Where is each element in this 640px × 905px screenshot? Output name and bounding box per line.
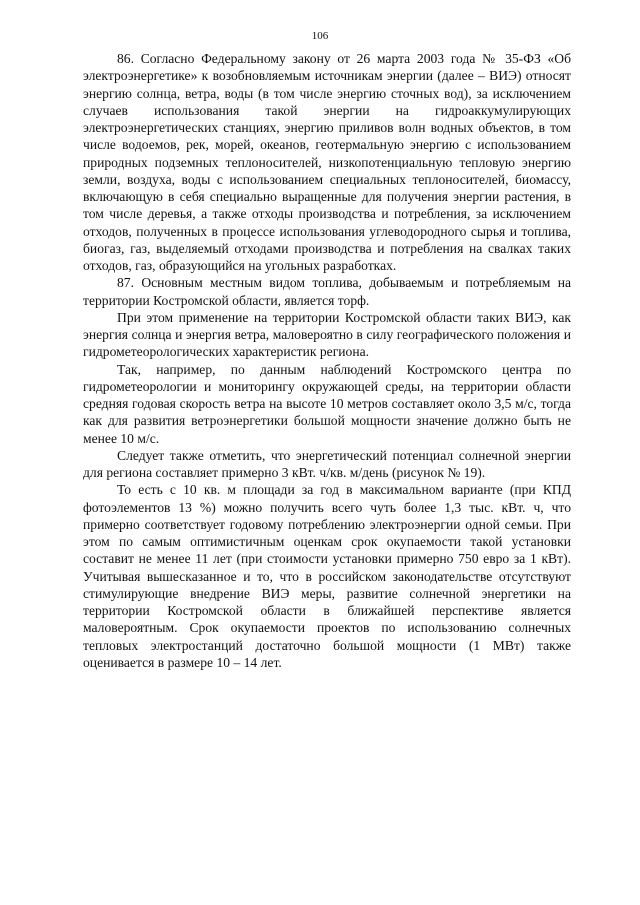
paragraph-payback: То есть с 10 кв. м площади за год в максимальном варианте (при КПД фотоэлементов 13 %) можно получить всего чуть более 1,3 тыс. кВт. ч, что примерно соответствует годовому потреблению электроэнергии одной семьи. При этом по самым оптимистичным оценкам срок окупаемости такой установки составит не менее 11 лет (при стоимости установки примерно 750 евро за 1 кВт). Учитывая вышесказанное и то, что в российском законодательстве отсутствуют стимулирующие внедрение ВИЭ меры, развитие солнечной энергетики на территории Костромской области в ближайшей перспективе является маловероятным. Срок окупаемости проектов по использованию солнечных тепловых электростанций достаточно большой мощности (1 МВт) также оценивается в размере 10 – 14 лет. <box>83 482 571 670</box>
paragraph-87: 87. Основным местным видом топлива, добываемым и потребляемым на территории Костромской области, является торф. <box>83 275 571 308</box>
paragraph-86: 86. Согласно Федеральному закону от 26 марта 2003 года № 35-ФЗ «Об электроэнергетике» к возобновляемым источникам энергии (далее – ВИЭ) относят энергию солнца, ветра, воды (в том числе энергию сточных вод), за исключением случаев использования такой энергии на гидроаккумулирующих электроэнергетических станциях, энергию приливов волн водных объектов, в том числе водоемов, рек, морей, океанов, геотермальную энергию с использованием природных подземных теплоносителей, низкопотенциальную тепловую энергию земли, воздуха, воды с использованием специальных теплоносителей, биомассу, включающую в себя специально выращенные для получения энергии растения, в том числе деревья, а также отходы производства и потребления, за исключением отходов, полученных в процессе использования углеводородного сырья и топлива, биогаз, газ, выделяемый отходами производства и потребления на свалках таких отходов, газ, образующийся на угольных разработках. <box>83 51 571 273</box>
document-body <box>83 50 571 671</box>
paragraph-renewables-unlikely: При этом применение на территории Костромской области таких ВИЭ, как энергия солнца и энергия ветра, маловероятно в силу географического положения и гидрометеорологических характеристик региона. <box>83 309 571 360</box>
page-number: 106 <box>311 30 329 42</box>
paragraph-wind-speed: Так, например, по данным наблюдений Костромского центра по гидрометеорологии и мониторингу окружающей среды, на территории области средняя годовая скорость ветра на высоте 10 метров составляет около 3,5 м/с, тогда как для развития ветроэнергетики большой мощности значение должно быть не менее 10 м/с. <box>83 361 571 446</box>
paragraph-solar-potential: Следует также отметить, что энергетический потенциал солнечной энергии для региона составляет примерно 3 кВт. ч/кв. м/день (рисунок № 19). <box>83 447 571 480</box>
